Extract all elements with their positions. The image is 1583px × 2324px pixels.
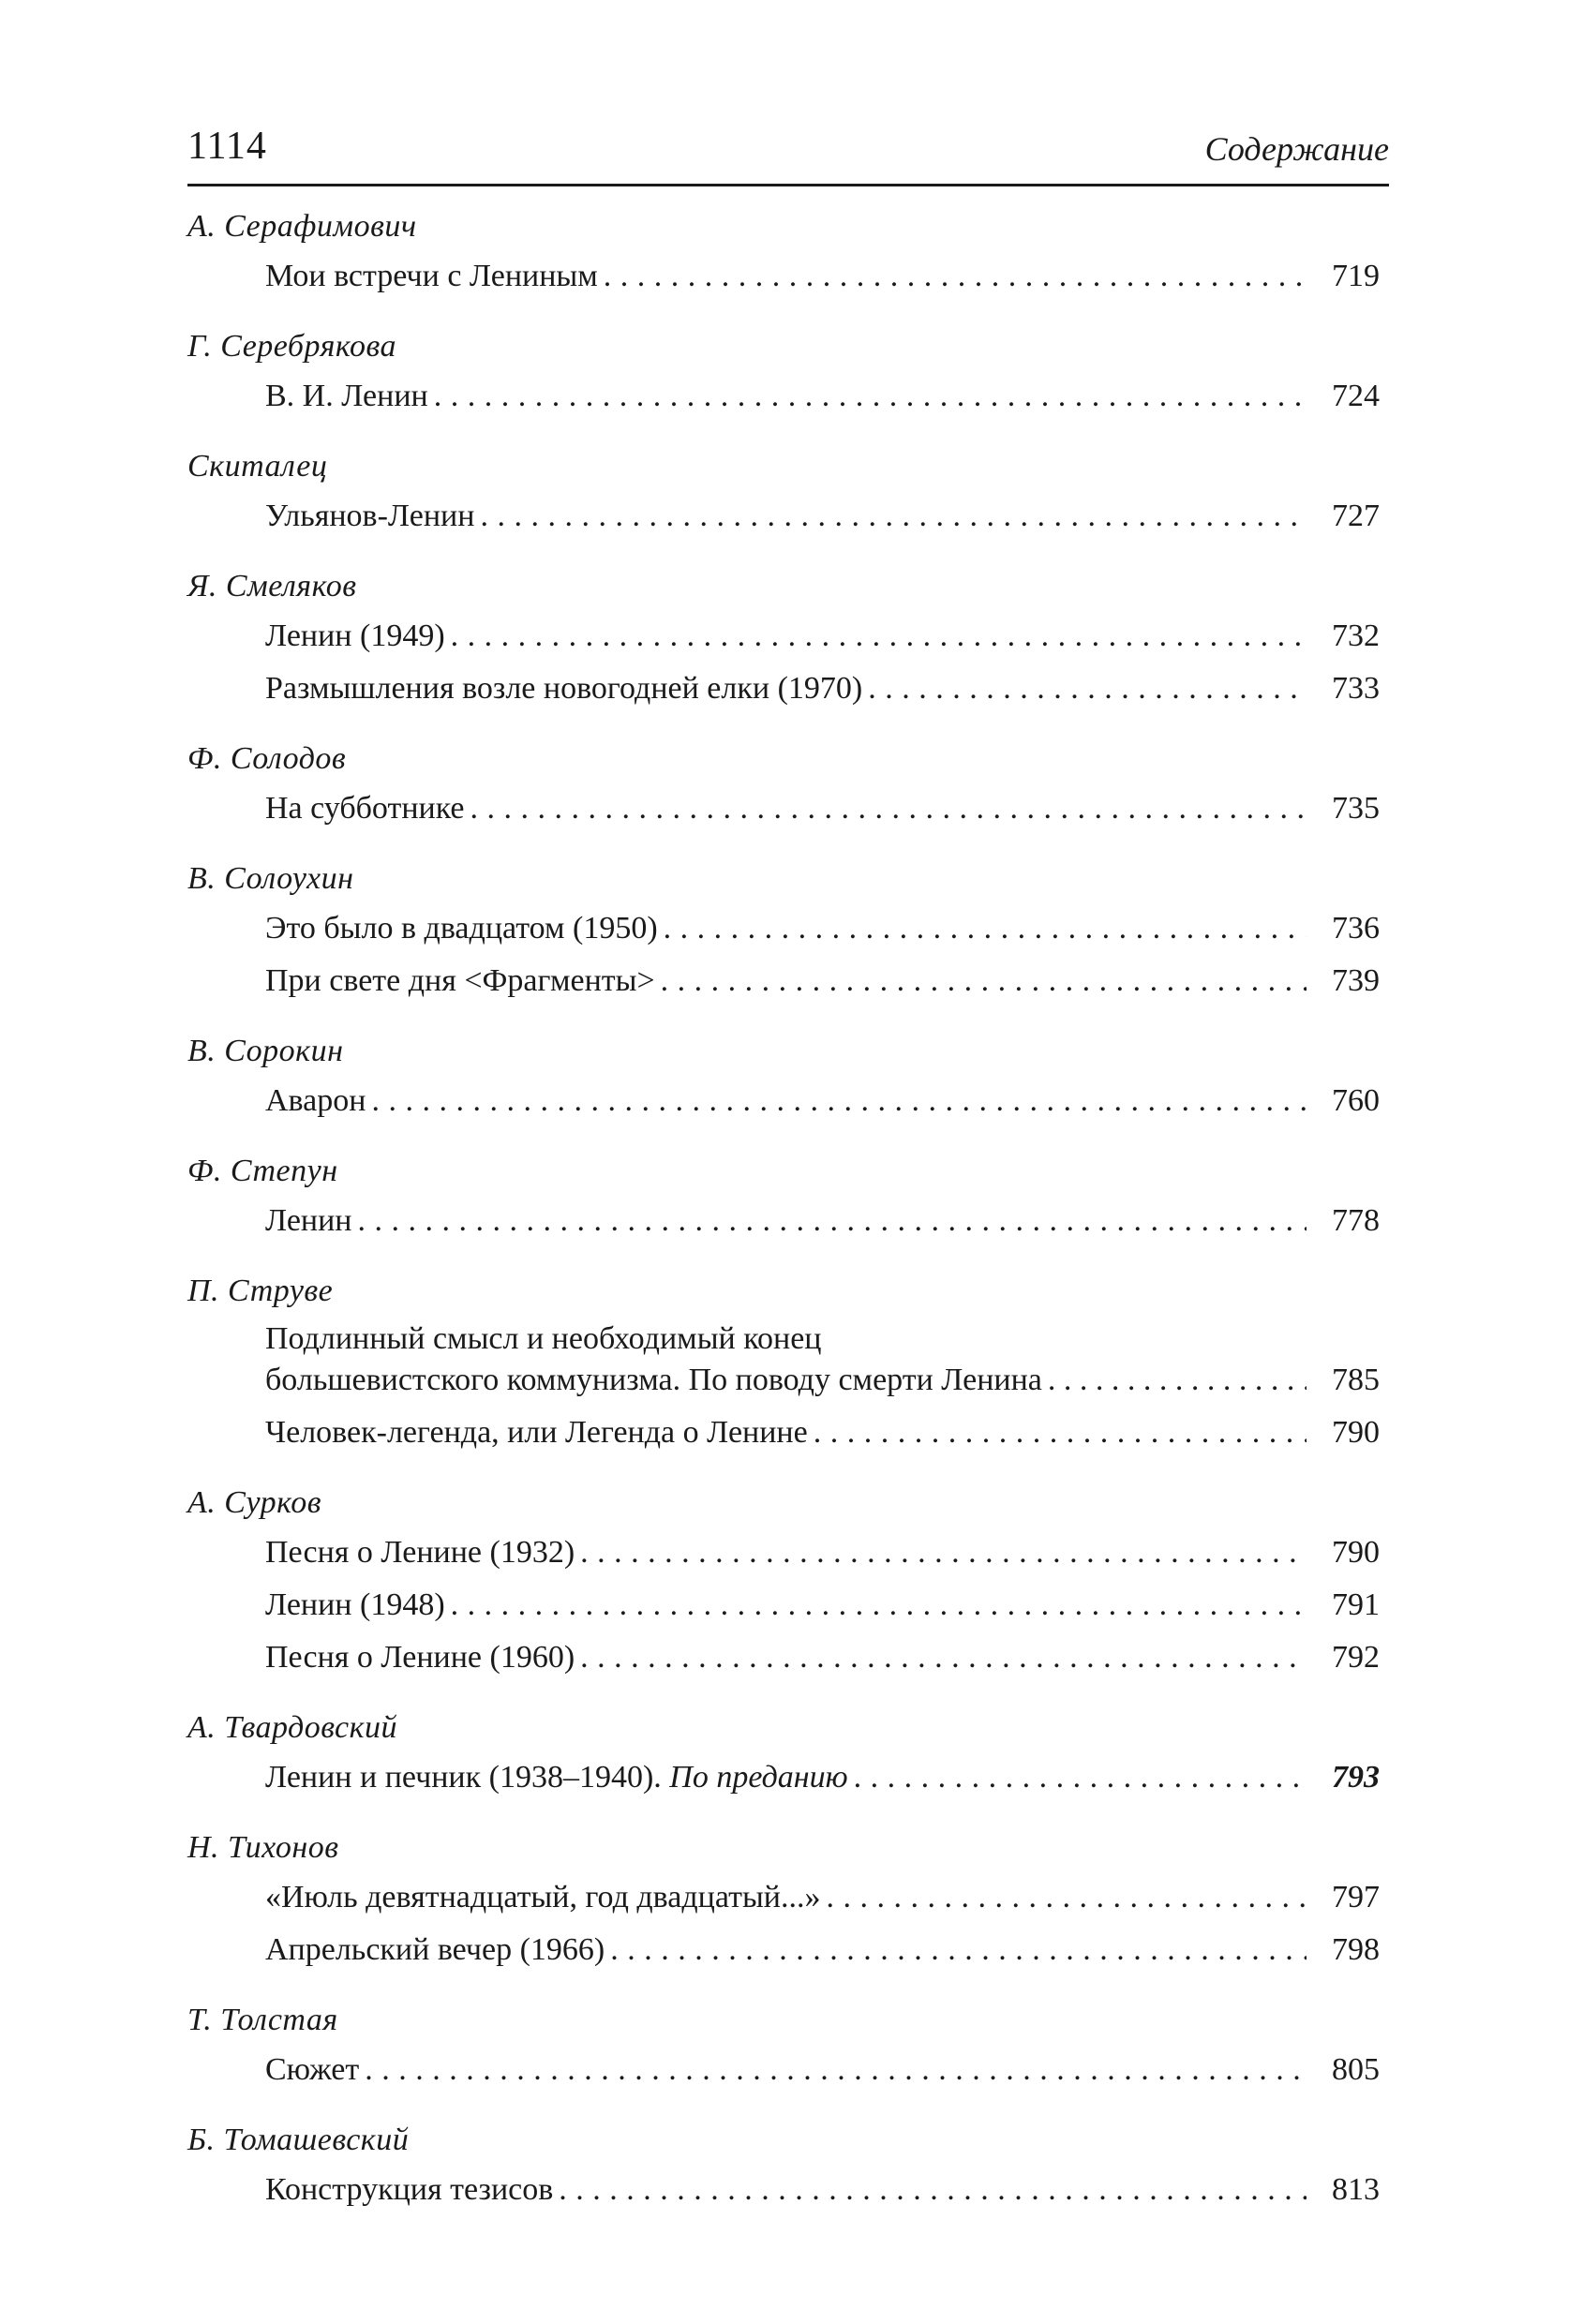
entry-page-number: 760 [1332, 1083, 1380, 1118]
author-name: В. Солоухин [187, 861, 354, 896]
entry-page-number: 733 [1332, 671, 1380, 706]
toc-entry [265, 955, 1389, 1007]
toc-entry [265, 610, 1389, 663]
dot-leader [371, 1075, 1307, 1127]
entry-title-wrap [265, 2044, 359, 2096]
entry-title-wrap [265, 1871, 820, 1924]
author-block [187, 736, 1389, 835]
toc-entry [265, 782, 1389, 835]
entry-title: Мои встречи с Лениным [265, 259, 598, 293]
dot-leader [580, 1527, 1307, 1579]
entry-title: На субботнике [265, 791, 465, 826]
entry-title: В. И. Ленин [265, 379, 428, 413]
author-block [187, 1268, 1389, 1459]
entry-page-number: 785 [1332, 1363, 1380, 1397]
toc-entry [265, 1527, 1389, 1579]
author-name: В. Сорокин [187, 1034, 344, 1068]
author-name: А. Сурков [187, 1485, 321, 1520]
entry-page-number: 790 [1332, 1535, 1380, 1570]
dot-leader [451, 610, 1307, 663]
page-header [187, 122, 1389, 186]
author-block [187, 1825, 1389, 1976]
entry-title: Ленин (1948) [265, 1587, 445, 1622]
entry-title-wrap [265, 955, 655, 1007]
dot-leader [480, 490, 1307, 543]
toc-entry [265, 1195, 1389, 1247]
entry-title-wrap [265, 370, 428, 423]
entry-title: Песня о Ленине (1960) [265, 1640, 575, 1675]
entry-page-number: 791 [1332, 1587, 1380, 1622]
author-name: Т. Толстая [187, 2003, 338, 2037]
dot-leader [451, 1579, 1307, 1631]
toc-entry [265, 490, 1389, 543]
dot-leader [868, 663, 1307, 715]
entry-title-wrap [265, 1075, 366, 1127]
entry-page-number: 793 [1332, 1760, 1380, 1795]
author-block [187, 1480, 1389, 1684]
dot-leader [1048, 1360, 1307, 1401]
author-name: Ф. Солодов [187, 741, 347, 776]
entry-title: Сюжет [265, 2052, 360, 2087]
dot-leader [610, 1924, 1307, 1976]
author-block [187, 443, 1389, 543]
author-name: Б. Томашевский [187, 2123, 410, 2157]
entry-page-number: 805 [1332, 2052, 1380, 2087]
dot-leader [580, 1631, 1307, 1684]
toc-entry [265, 1315, 1389, 1407]
entry-title-wrap [265, 490, 474, 543]
dot-leader [470, 782, 1307, 835]
toc-entry [265, 1075, 1389, 1127]
section-title: Содержание [1204, 130, 1389, 168]
entry-page-number: 732 [1332, 618, 1380, 653]
entry-page-number: 736 [1332, 911, 1380, 946]
entry-title-wrap [265, 663, 862, 715]
entry-title-wrap [265, 782, 465, 835]
entry-title: Песня о Ленине (1932) [265, 1535, 575, 1570]
author-block [187, 2117, 1389, 2216]
toc-entry [265, 1871, 1389, 1924]
entry-title: Это было в двадцатом (1950) [265, 911, 658, 946]
author-block [187, 1997, 1389, 2096]
entry-title-line1: Подлинный смысл и необходимый конец [265, 1321, 822, 1356]
entry-page-number: 719 [1332, 259, 1380, 293]
entry-title-wrap [265, 1751, 848, 1804]
dot-leader [826, 1871, 1307, 1924]
toc-entry [265, 1631, 1389, 1684]
dot-leader [358, 1195, 1307, 1247]
author-name: П. Струве [187, 1274, 334, 1308]
toc-entry [265, 2164, 1389, 2216]
entry-title-wrap [265, 902, 658, 955]
entry-page-number: 790 [1332, 1415, 1380, 1450]
entry-title-wrap [265, 1527, 575, 1579]
entry-title-wrap [265, 1407, 808, 1459]
toc-entry [265, 250, 1389, 303]
entry-page-number: 735 [1332, 791, 1380, 826]
toc-entry [265, 370, 1389, 423]
author-name: Я. Смеляков [187, 569, 357, 603]
entry-title: Аварон [265, 1083, 366, 1118]
author-name: А. Твардовский [187, 1710, 398, 1745]
entry-title-wrap [265, 1579, 445, 1631]
entry-title-wrap [265, 1631, 575, 1684]
entry-page-number: 813 [1332, 2172, 1380, 2207]
entry-title-wrap [265, 1195, 352, 1247]
author-block [187, 203, 1389, 303]
entry-page-number: 792 [1332, 1640, 1380, 1675]
entry-title: Ленин [265, 1203, 352, 1238]
entry-title-wrap [265, 1924, 605, 1976]
dot-leader [664, 902, 1307, 955]
dot-leader [854, 1751, 1307, 1804]
entry-title: Человек-легенда, или Легенда о Ленине [265, 1415, 808, 1450]
author-block [187, 856, 1389, 1007]
author-name: Г. Серебрякова [187, 329, 397, 364]
entry-title-wrap [265, 2164, 553, 2216]
author-block [187, 1028, 1389, 1127]
dot-leader [559, 2164, 1307, 2216]
entry-page-number: 798 [1332, 1932, 1380, 1967]
entry-subtitle: По преданию [669, 1760, 848, 1795]
entry-title: Ленин и печник (1938–1940). [265, 1760, 670, 1795]
book-page [187, 122, 1389, 2237]
entry-title: При свете дня <Фрагменты> [265, 963, 655, 998]
entry-title: «Июль девятнадцатый, год двадцатый...» [265, 1880, 821, 1914]
toc-entry [265, 1751, 1389, 1804]
entry-title-line2: большевистского коммунизма. По поводу смерти Ленина [265, 1363, 1042, 1397]
author-block [187, 323, 1389, 423]
entry-title-line2-row [265, 1360, 1389, 1407]
entry-page-number: 727 [1332, 499, 1380, 533]
entry-title: Апрельский вечер (1966) [265, 1932, 605, 1967]
dot-leader [661, 955, 1307, 1007]
entry-title-wrap [265, 250, 598, 303]
table-of-contents [187, 186, 1389, 2216]
toc-entry [265, 1924, 1389, 1976]
toc-entry [265, 1407, 1389, 1459]
dot-leader [604, 250, 1307, 303]
author-name: А. Серафимович [187, 209, 417, 244]
author-name: Ф. Степун [187, 1154, 338, 1188]
entry-title: Ульянов-Ленин [265, 499, 475, 533]
author-block [187, 1148, 1389, 1247]
entry-page-number: 739 [1332, 963, 1380, 998]
dot-leader [434, 370, 1307, 423]
author-block [187, 563, 1389, 715]
entry-page-number: 724 [1332, 379, 1380, 413]
entry-page-number: 797 [1332, 1880, 1380, 1914]
dot-leader [814, 1407, 1307, 1459]
toc-entry [265, 902, 1389, 955]
entry-title: Конструкция тезисов [265, 2172, 554, 2207]
author-block [187, 1705, 1389, 1804]
author-name: Н. Тихонов [187, 1830, 339, 1865]
toc-entry [265, 2044, 1389, 2096]
toc-entry [265, 663, 1389, 715]
page-number: 1114 [187, 125, 267, 168]
entry-page-number: 778 [1332, 1203, 1380, 1238]
dot-leader [365, 2044, 1307, 2096]
entry-title-wrap [265, 610, 445, 663]
entry-title: Ленин (1949) [265, 618, 445, 653]
entry-title: Размышления возле новогодней елки (1970) [265, 671, 863, 706]
toc-entry [265, 1579, 1389, 1631]
author-name: Скиталец [187, 449, 328, 484]
